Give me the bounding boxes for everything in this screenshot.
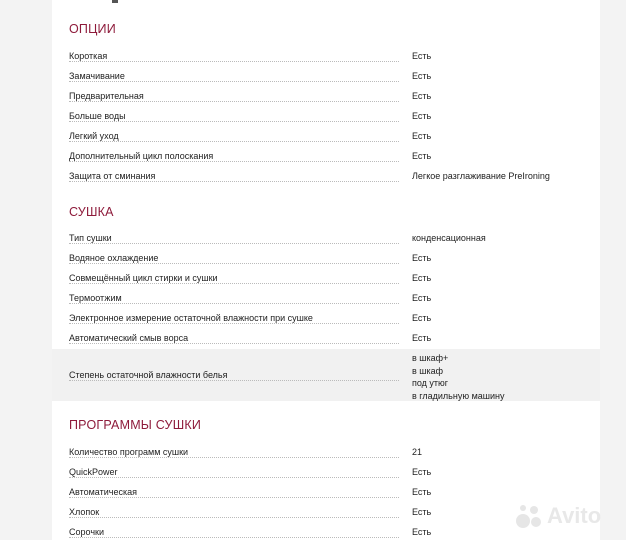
dotted-leader: [69, 141, 399, 142]
spec-row-multi: [52, 349, 600, 401]
spec-label: Предварительная: [69, 91, 147, 101]
spec-row: [52, 148, 600, 168]
dotted-leader: [69, 283, 399, 284]
spec-row: [52, 128, 600, 148]
spec-label: Водяное охлаждение: [69, 253, 161, 263]
spec-row: [52, 168, 600, 188]
spec-row: [52, 270, 600, 290]
spec-value: 21: [412, 447, 423, 457]
spec-label: Степень остаточной влажности белья: [69, 370, 230, 380]
spec-value: в гладильную машину: [412, 390, 505, 401]
spec-label: Замачивание: [69, 71, 128, 81]
dotted-leader: [69, 497, 399, 498]
spec-row: [52, 290, 600, 310]
spec-value-list: [412, 352, 504, 402]
dotted-leader: [69, 303, 399, 304]
spec-label: Электронное измерение остаточной влажности при сушке: [69, 313, 316, 323]
dotted-leader: [69, 81, 399, 82]
dotted-leader: [69, 101, 399, 102]
spec-value: Есть: [412, 131, 432, 141]
spec-row: [52, 48, 600, 68]
dotted-leader: [69, 61, 399, 62]
spec-value: в шкаф+: [412, 353, 449, 363]
spec-label: Тип сушки: [69, 233, 115, 243]
spec-row: [52, 464, 600, 484]
dotted-leader: [69, 161, 399, 162]
spec-value: под утюг: [412, 378, 449, 388]
spec-label: Больше воды: [69, 111, 129, 121]
spec-value: Есть: [412, 71, 432, 81]
spec-value: Есть: [412, 313, 432, 323]
spec-row: [52, 230, 600, 250]
dotted-leader: [69, 537, 399, 538]
dotted-leader: [69, 343, 399, 344]
spec-value: конденсационная: [412, 233, 486, 243]
spec-value: Есть: [412, 91, 432, 101]
spec-value: Есть: [412, 151, 432, 161]
top-marker: [112, 0, 118, 3]
section-title-drying: СУШКА: [69, 205, 114, 219]
spec-value: Есть: [412, 467, 432, 477]
spec-row: [52, 444, 600, 464]
spec-value: Есть: [412, 273, 432, 283]
dotted-leader: [69, 517, 399, 518]
spec-value: Есть: [412, 253, 432, 263]
dotted-leader: [69, 263, 399, 264]
spec-value: Есть: [412, 111, 432, 121]
spec-value: Есть: [412, 487, 432, 497]
dotted-leader: [69, 380, 399, 381]
spec-label: QuickPower: [69, 467, 121, 477]
dotted-leader: [69, 323, 399, 324]
watermark-text: Avito: [547, 503, 602, 528]
spec-label: Сорочки: [69, 527, 107, 537]
dotted-leader: [69, 477, 399, 478]
dotted-leader: [69, 181, 399, 182]
spec-label: Термоотжим: [69, 293, 125, 303]
avito-logo-icon: [514, 501, 544, 531]
spec-row: [52, 310, 600, 330]
spec-value: в шкаф: [412, 365, 444, 376]
spec-label: Дополнительный цикл полоскания: [69, 151, 216, 161]
spec-value: Легкое разглаживание PreIroning: [412, 171, 550, 181]
spec-value: Есть: [412, 51, 432, 61]
avito-watermark: [514, 500, 618, 532]
spec-label: Легкий уход: [69, 131, 122, 141]
spec-value: Есть: [412, 333, 432, 343]
dotted-leader: [69, 243, 399, 244]
spec-value: Есть: [412, 507, 432, 517]
spec-label: Совмещённый цикл стирки и сушки: [69, 273, 221, 283]
dotted-leader: [69, 121, 399, 122]
spec-row: [52, 88, 600, 108]
spec-label: Короткая: [69, 51, 110, 61]
section-title-options: ОПЦИИ: [69, 22, 116, 36]
spec-row: [52, 250, 600, 270]
spec-row: [52, 68, 600, 88]
section-title-drying-programs: ПРОГРАММЫ СУШКИ: [69, 418, 202, 432]
spec-value: Есть: [412, 527, 432, 537]
spec-row: [52, 108, 600, 128]
spec-label: Количество программ сушки: [69, 447, 191, 457]
spec-label: Хлопок: [69, 507, 102, 517]
spec-label: Защита от сминания: [69, 171, 158, 181]
dotted-leader: [69, 457, 399, 458]
spec-label: Автоматический смыв ворса: [69, 333, 191, 343]
spec-label: Автоматическая: [69, 487, 140, 497]
specs-card: [52, 0, 600, 540]
spec-row: [52, 330, 600, 350]
spec-value: Есть: [412, 293, 432, 303]
